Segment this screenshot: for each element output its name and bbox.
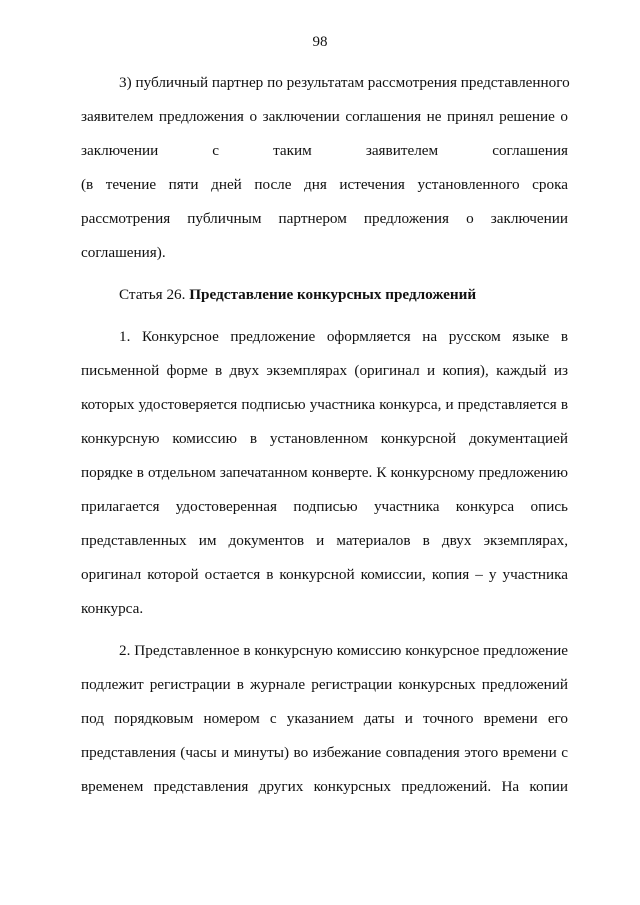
text-line: прилагается удостоверенная подписью участника конкурса опись	[81, 498, 568, 515]
document-body	[81, 66, 568, 804]
text-line: подлежит регистрации в журнале регистрации конкурсных предложений	[81, 676, 568, 693]
page-number: 98	[312, 34, 328, 50]
text-line: рассмотрения публичным партнером предложения о заключении	[81, 210, 568, 227]
article-label: Статья 26.	[119, 286, 186, 303]
paragraph-1	[81, 320, 568, 626]
article-title: Представление конкурсных предложений	[189, 286, 477, 303]
text-line: конкурса.	[81, 600, 144, 617]
text-line: 1. Конкурсное предложение оформляется на русском языке в	[119, 328, 568, 345]
text-line: представленных им документов и материалов в двух экземплярах,	[81, 532, 568, 549]
text-line: временем представления других конкурсных предложений. На копии	[81, 778, 568, 795]
text-line: оригинал которой остается в конкурсной комиссии, копия – у участника	[81, 566, 568, 583]
text-line: 2. Представленное в конкурсную комиссию конкурсное предложение	[119, 642, 568, 659]
text-line: заключении с таким заявителем соглашения	[81, 142, 568, 159]
text-line: 3) публичный партнер по результатам рассмотрения представленного	[119, 74, 570, 91]
text-line: (в течение пяти дней после дня истечения установленного срока	[81, 176, 568, 193]
text-line: конкурсную комиссию в установленном конкурсной документацией	[81, 430, 568, 447]
text-line: письменной форме в двух экземплярах (оригинал и копия), каждый из	[81, 362, 568, 379]
text-line: под порядковым номером с указанием даты и точного времени его	[81, 710, 568, 727]
text-line: представления (часы и минуты) во избежание совпадения этого времени с	[81, 744, 568, 761]
text-line: порядке в отдельном запечатанном конверте. К конкурсному предложению	[81, 464, 568, 481]
text-line: заявителем предложения о заключении соглашения не принял решение о	[81, 108, 568, 125]
paragraph-prev	[81, 66, 568, 270]
text-line: которых удостоверяется подписью участника конкурса, и представляется в	[81, 396, 568, 413]
article-heading	[81, 278, 568, 312]
paragraph-2	[81, 634, 568, 804]
text-line: соглашения).	[81, 244, 166, 261]
